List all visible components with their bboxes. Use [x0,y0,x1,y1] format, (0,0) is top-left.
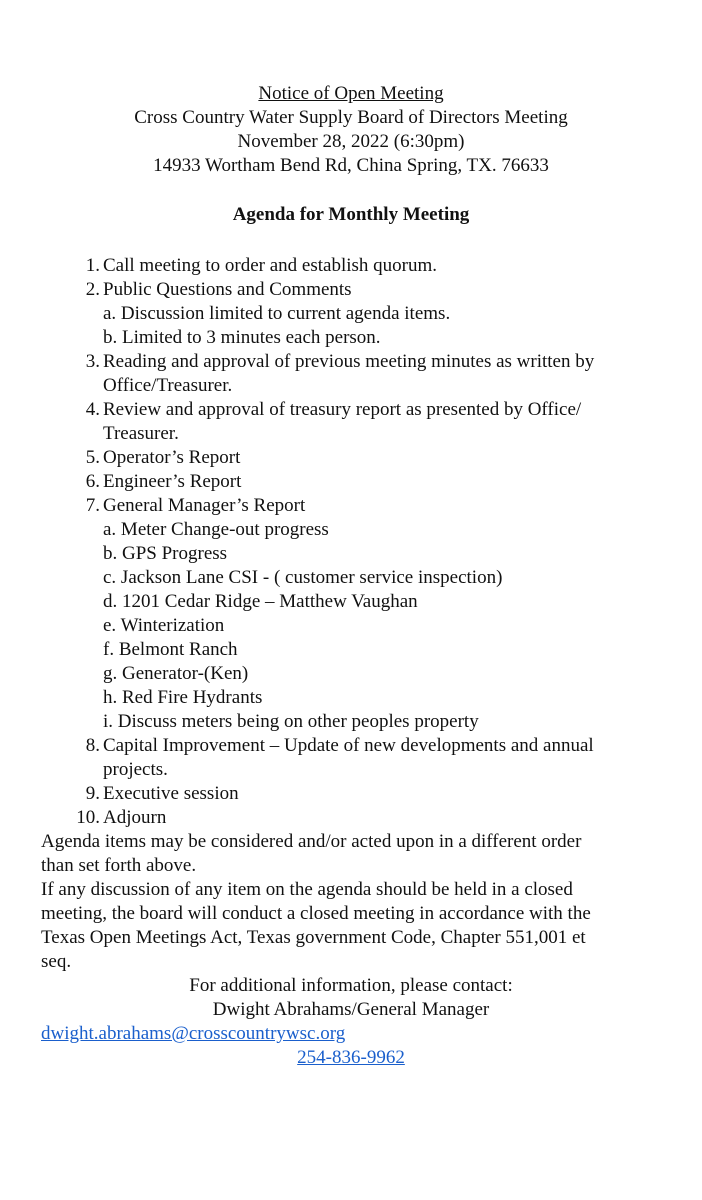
agenda-item-continuation: Treasurer. [103,423,179,444]
agenda-item-text: Operator’s Report [103,447,241,468]
agenda-subitem: c. Jackson Lane CSI - ( customer service inspection) [103,567,503,588]
agenda-item-text: Capital Improvement – Update of new developments and annual [103,735,594,756]
agenda-subitem: g. Generator-(Ken) [103,663,249,684]
closed-note-line-2: meeting, the board will conduct a closed meeting in accordance with the [41,903,591,924]
agenda-subitem: b. Limited to 3 minutes each person. [103,327,381,348]
contact-name: Dwight Abrahams/General Manager [212,999,490,1020]
agenda-item-text: Adjourn [103,807,167,828]
agenda-item-number: 5. [85,447,100,468]
contact-intro: For additional information, please contact: [189,975,513,996]
agenda-item-number: 8. [85,735,100,756]
agenda-subitem: e. Winterization [103,615,225,636]
agenda-item-text: Engineer’s Report [103,471,242,492]
agenda-subitem: h. Red Fire Hydrants [103,687,263,708]
agenda-item-number: 7. [85,495,100,516]
meeting-address: 14933 Wortham Bend Rd, China Spring, TX. 76633 [153,155,549,176]
order-note-line-1: Agenda items may be considered and/or acted upon in a different order [41,831,582,852]
agenda-item-continuation: Office/Treasurer. [103,375,233,396]
agenda-item-number: 6. [85,471,100,492]
closed-note-line-1: If any discussion of any item on the agenda should be held in a closed [41,879,573,900]
agenda-heading: Agenda for Monthly Meeting [232,204,470,225]
agenda-item-text: Call meeting to order and establish quorum. [103,255,438,276]
closed-note-line-4: seq. [41,951,72,972]
agenda-item-continuation: projects. [103,759,168,780]
meeting-date: November 28, 2022 (6:30pm) [237,131,465,152]
agenda-item-number: 2. [85,279,100,300]
agenda-item-number: 10. [76,807,100,828]
agenda-subitem: d. 1201 Cedar Ridge – Matthew Vaughan [103,591,418,612]
contact-email[interactable]: dwight.abrahams@crosscountrywsc.org [41,1023,346,1044]
agenda-item-number: 4. [85,399,100,420]
agenda-item-number: 1. [85,255,100,276]
agenda-item-number: 9. [85,783,100,804]
agenda-item-number: 3. [85,351,100,372]
agenda-item-text: Review and approval of treasury report as presented by Office/ [103,399,582,420]
agenda-subitem: i. Discuss meters being on other peoples property [103,711,479,732]
order-note-line-2: than set forth above. [41,855,197,876]
contact-phone[interactable]: 254-836-9962 [297,1047,405,1068]
agenda-subitem: a. Meter Change-out progress [103,519,329,540]
agenda-subitem: a. Discussion limited to current agenda items. [103,303,451,324]
agenda-item-text: Executive session [103,783,239,804]
agenda-item-text: General Manager’s Report [103,495,306,516]
contact-email-link[interactable] [41,1022,345,1046]
agenda-subitem: f. Belmont Ranch [103,639,238,660]
notice-title: Notice of Open Meeting [258,83,444,104]
contact-phone-link[interactable] [0,1046,702,1070]
agenda-item-text: Public Questions and Comments [103,279,352,300]
agenda-item-text: Reading and approval of previous meeting minutes as written by [103,351,595,372]
closed-note-line-3: Texas Open Meetings Act, Texas government Code, Chapter 551,001 et [41,927,586,948]
organization-line: Cross Country Water Supply Board of Directors Meeting [134,107,568,128]
agenda-subitem: b. GPS Progress [103,543,228,564]
